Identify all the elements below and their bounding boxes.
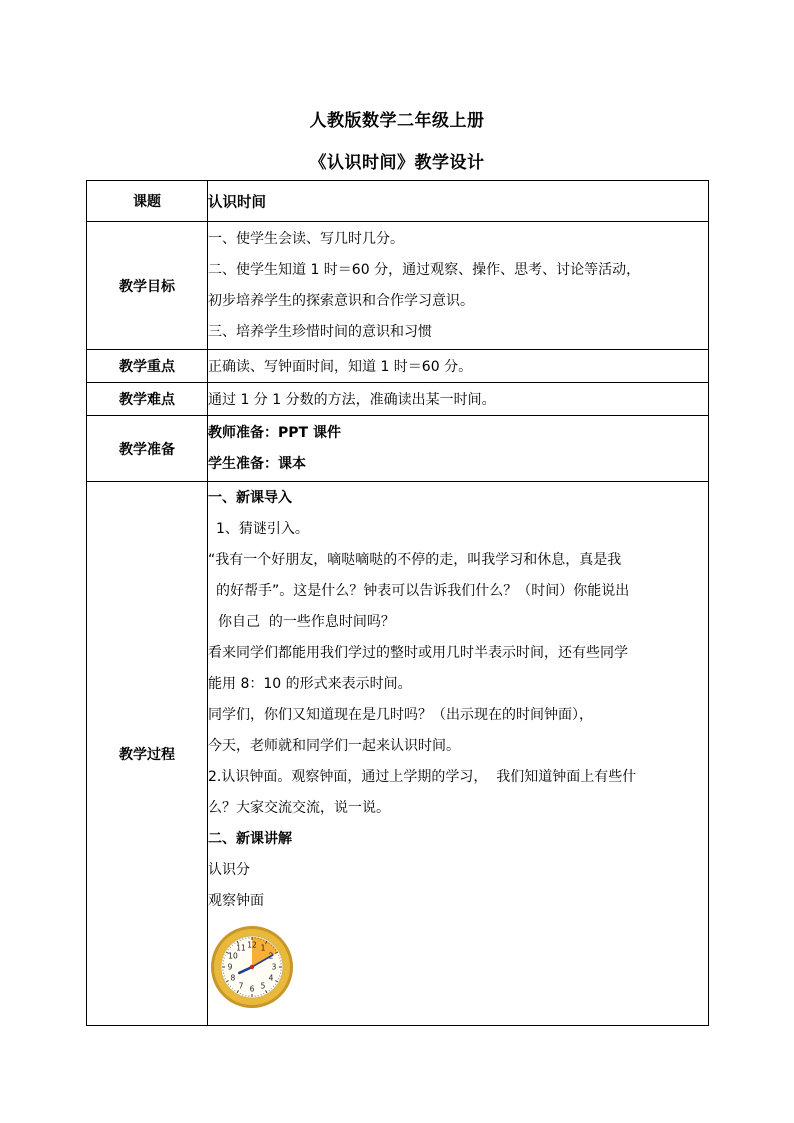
objective-line: 一、使学生会读、写几时几分。: [208, 230, 404, 247]
clock-figure: [208, 917, 708, 1011]
paragraph-line: 观察钟面: [208, 893, 264, 909]
paragraph-line: “我有一个好朋友，嘀哒嘀哒的不停的走，叫我学习和休息，真是我: [208, 552, 622, 568]
clock-number: 8: [230, 973, 236, 983]
value-objectives: [208, 222, 709, 350]
value-preparation: [208, 416, 709, 482]
paragraph-line: 同学们，你们又知道现在是几时吗？（出示现在的时间钟面），: [208, 707, 593, 723]
label-topic: 课题: [87, 181, 208, 222]
clock-number: 4: [268, 973, 274, 983]
value-process: [208, 482, 709, 1026]
clock-number: 7: [238, 981, 244, 991]
clock-number: 3: [271, 962, 277, 972]
objective-line: 二、使学生知道 1 时＝60 分，通过观察、操作、思考、讨论等活动，: [208, 261, 641, 278]
row-objectives: [87, 222, 709, 350]
label-difficulties: 教学难点: [87, 383, 208, 416]
row-topic: [87, 181, 709, 222]
document-subtitle: 《认识时间》教学设计: [309, 153, 485, 173]
row-process: [87, 482, 709, 1026]
row-key-points: [87, 350, 709, 383]
clock-number: 12: [247, 940, 257, 950]
clock-number: 9: [227, 962, 233, 972]
clock-center-pin: [250, 965, 254, 969]
clock-number: 1: [260, 943, 266, 953]
clock-number: 10: [228, 951, 238, 961]
label-key-points: 教学重点: [87, 350, 208, 383]
lesson-plan-table: [86, 180, 709, 1026]
paragraph-line: 今天，老师就和同学们一起来认识时间。: [208, 738, 460, 754]
objective-line: 初步培养学生的探索意识和合作学习意识。: [208, 292, 474, 309]
section-heading: 一、新课导入: [208, 490, 292, 506]
label-process: 教学过程: [87, 482, 208, 1026]
section-heading: 二、新课讲解: [208, 831, 292, 847]
paragraph-line: 么？大家交流交流，说一说。: [208, 800, 390, 816]
clock-number: 5: [260, 981, 266, 991]
paragraph-line: 2.认识钟面。观察钟面，通过上学期的学习， 我们知道钟面上有些什: [208, 769, 637, 785]
paragraph-line: 你自己 的一些作息时间吗？: [218, 614, 395, 630]
row-preparation: [87, 416, 709, 482]
paragraph-line: 看来同学们都能用我们学过的整时或用几时半表示时间，还有些同学: [208, 645, 628, 661]
document-title: 人教版数学二年级上册: [309, 111, 485, 131]
clock-number: 11: [236, 943, 246, 953]
objective-line: 三、培养学生珍惜时间的意识和习惯: [208, 323, 432, 340]
clock-face-illustration: [208, 923, 296, 1011]
row-difficulties: [87, 383, 709, 416]
teacher-preparation: 教师准备：PPT 课件: [208, 424, 341, 441]
paragraph-line: 1、猜谜引入。: [216, 521, 309, 537]
value-key-points: 正确读、写钟面时间，知道 1 时＝60 分。: [208, 350, 709, 383]
student-preparation: 学生准备：课本: [208, 455, 306, 472]
clock-number: 6: [249, 984, 255, 994]
paragraph-line: 的好帮手”。这是什么？钟表可以告诉我们什么？（时间）你能说出: [216, 583, 630, 599]
paragraph-line: 认识分: [208, 862, 250, 878]
value-difficulties: 通过 1 分 1 分数的方法，准确读出某一时间。: [208, 383, 709, 416]
label-objectives: 教学目标: [87, 222, 208, 350]
paragraph-line: 能用 8：10 的形式来表示时间。: [208, 676, 412, 692]
label-preparation: 教学准备: [87, 416, 208, 482]
value-topic: 认识时间: [208, 181, 709, 222]
